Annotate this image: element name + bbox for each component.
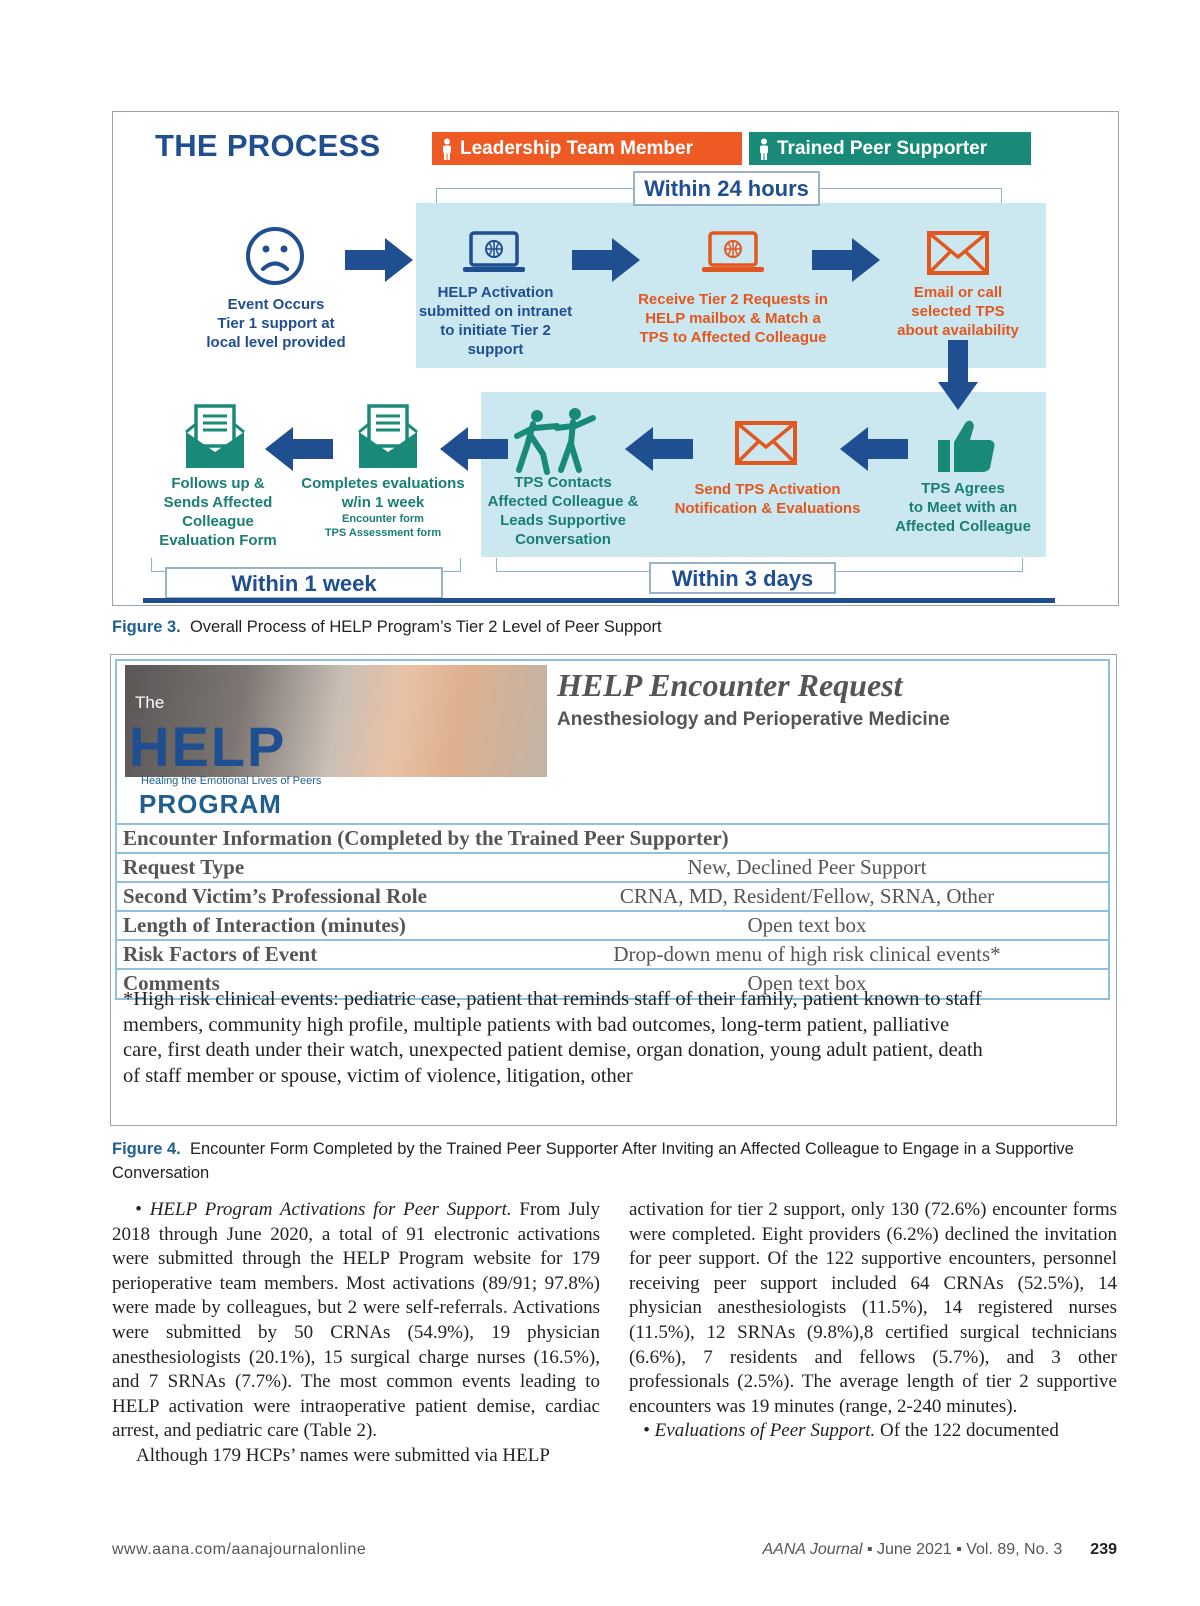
logo-tagline: Healing the Emotional Lives of Peers [141,775,322,787]
arrow-right-icon [570,236,642,284]
laptop-globe-icon-orange [700,231,766,275]
step-follows-up: Follows up & Sends Affected Colleague Evaluation Form [159,475,277,549]
arrow-down-icon [936,338,980,412]
legend-tps [749,132,1031,165]
step-send-activation: Send TPS Activation Notification & Evaluations [674,481,861,517]
footer-journal: AANA Journal ▪ June 2021 ▪ Vol. 89, No. 3 239 [762,1541,1117,1558]
envelope-icon [927,231,989,275]
form-row: Length of Interaction (minutes) Open text box [117,910,1108,939]
envelope-document-icon [184,404,246,470]
sad-face-icon [244,225,306,287]
paragraph: • HELP Program Activations for Peer Support. From July 2018 through June 2020, a total of 91 electronic activations were submitted through the HELP Program website for 179 perioperative team members. Most activations (89/91; 97.8%) were made by colleagues, but 2 were self-referrals. Activations were submitted by 50 CRNAs (54.9%), 19 physician anesthesiologists (20.1%), 15 surgical charge nurses (16.5%), and 7 SRNAs (7.7%). The most common events leading to HELP activation were intraoperative patient demise, cardiac arrest, and pediatric care (Table 2). [112,1199,601,1442]
legend-leadership [432,132,742,165]
supportive-people-icon [513,406,603,476]
arrow-left-icon [838,425,910,473]
arrow-right-icon [810,236,882,284]
encounter-form-frame [115,659,1110,1000]
arrow-left-icon [623,425,695,473]
footer-url: www.aana.com/aanajournalonline [112,1541,367,1558]
step-receive-requests: Receive Tier 2 Requests in HELP mailbox & Match a TPS to Affected Colleague [638,291,828,346]
form-row: Second Victim’s Professional Role CRNA, MD, Resident/Fellow, SRNA, Other [117,881,1108,910]
paragraph: activation for tier 2 support, only 130 (72.6%) encounter forms were completed. Eight providers (6.2%) declined the invitation for peer support. Of the 122 supportive encounters, personnel receiving peer support included 64 CRNAs (52.5%), 14 physician anesthesiologists (11.5%), 14 registered nurses (11.5%), 12 SRNAs (9.8%),8 certified surgical technicians (6.6%), 7 residents and fellows (5.7%), and 3 other professionals (2.5%). The average length of tier 2 supportive encounters was 19 minutes (range, 2-240 minutes). [629,1199,1117,1417]
within-3-days-label: Within 3 days [649,562,836,594]
page-number: 239 [1090,1541,1117,1558]
timeline-bar [143,598,1055,603]
figure-4-encounter-form [110,654,1117,1126]
arrow-left-icon [438,425,510,473]
figure-3-caption: Figure 3. Overall Process of HELP Program’s Tier 2 Level of Peer Support [112,618,662,636]
form-row: Request Type New, Declined Peer Support [117,852,1108,881]
step-event-occurs: Event Occurs Tier 1 support at local level provided [206,296,346,351]
step-help-activation: HELP Activation submitted on intranet to initiate Tier 2 support [418,284,573,358]
step-completes-evaluations: Completes evaluations w/in 1 week Encounter form TPS Assessment form [301,475,465,539]
body-column-left [112,1198,600,1469]
laptop-globe-icon [461,231,527,275]
envelope-icon [735,421,797,465]
high-risk-footnote: *High risk clinical events: pediatric case, patient that reminds staff of their family, patient known to staff members, community high profile, multiple patients with bad outcomes, long-term patient, palliative care, first death under their watch, unexpected patient demise, organ donation, young adult patient, death of staff member or spouse, victim of violence, litigation, other [123,988,983,1087]
figure-3-process [112,111,1119,606]
figure-4-caption: Figure 4. Encounter Form Completed by the Trained Peer Supporter After Inviting an Affected Colleague to Engage in a Supportive Conversation [112,1140,1074,1182]
logo-help: HELP [129,715,287,778]
encounter-title: HELP Encounter Request [557,667,903,703]
legend-tps-label: Trained Peer Supporter [777,138,988,159]
form-row: Comments Open text box [117,968,1108,997]
person-icon [440,138,454,160]
step-email-tps: Email or call selected TPS about availability [897,284,1019,339]
paragraph: • Evaluations of Peer Support. Of the 122 documented [629,1420,1059,1442]
form-row: Risk Factors of Event Drop-down menu of high risk clinical events* [117,939,1108,968]
logo-the: The [135,693,165,712]
envelope-document-icon [357,404,419,470]
form-section-header: Encounter Information (Completed by the Trained Peer Supporter) [117,823,1108,852]
step-tps-contacts: TPS Contacts Affected Colleague & Leads Supportive Conversation [487,474,639,548]
encounter-subtitle: Anesthesiology and Perioperative Medicine [557,709,950,730]
person-icon [757,138,771,160]
arrow-left-icon [263,425,335,473]
within-1-week-label: Within 1 week [165,567,443,599]
process-title: THE PROCESS [155,128,381,163]
within-24-hours-label: Within 24 hours [633,171,820,206]
arrow-right-icon [343,236,415,284]
thumbs-up-icon [936,418,998,474]
legend-leadership-label: Leadership Team Member [460,138,694,159]
step-tps-agrees: TPS Agrees to Meet with an Affected Colleague [895,480,1031,535]
logo-program: PROGRAM [139,789,282,819]
body-column-right [629,1198,1117,1444]
paragraph: Although 179 HCPs’ names were submitted via HELP [136,1444,550,1466]
